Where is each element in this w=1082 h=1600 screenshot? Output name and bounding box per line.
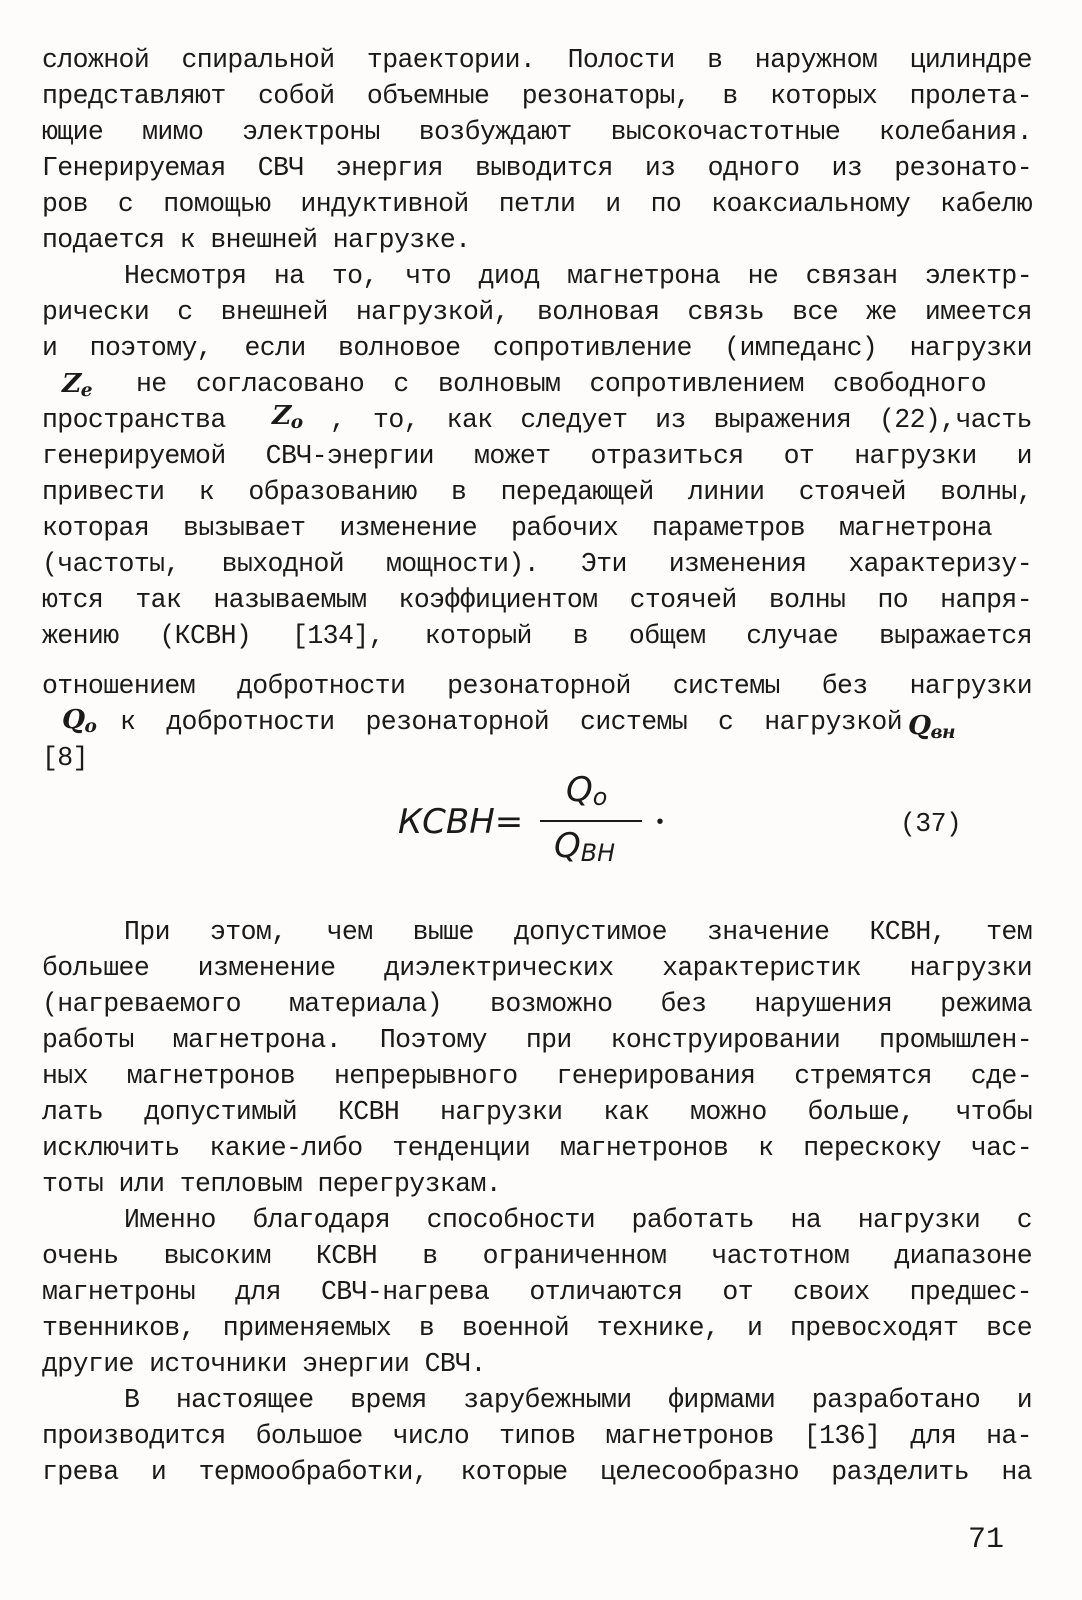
equation-number: (37) [900, 809, 962, 839]
text-line: и поэтому, если волновое сопротивление (импеданс) нагрузки [42, 333, 1032, 363]
text-line: подается к внешней нагрузке. [42, 225, 471, 255]
text-line: Несмотря на то, что диод магнетрона не связан электр- [124, 261, 1032, 291]
text-line: твенников, применяемых в военной технике, и превосходят все [42, 1313, 1032, 1343]
text-line: тоты или тепловым перегрузкам. [42, 1169, 502, 1199]
text-line: представляют собой объемные резонаторы, в которых пролета- [42, 81, 1032, 111]
text-line: , то, как следует из выражения (22),часть [330, 405, 1032, 435]
text-line: грева и термообработки, которые целесообразно разделить на [42, 1457, 1032, 1487]
text-line: ров с помощью индуктивной петли и по коаксиальному кабелю [42, 189, 1032, 219]
text-line: отношением добротности резонаторной системы без нагрузки [42, 671, 1032, 701]
text-line: Генерируемая СВЧ энергия выводится из одного из резонато- [42, 153, 1032, 183]
text-line: При этом, чем выше допустимое значение КСВН, тем [124, 917, 1032, 947]
text-line: рически с внешней нагрузкой, волновая связь все же имеется [42, 297, 1032, 327]
citation: [8] [42, 743, 88, 773]
text-line: лать допустимый КСВН нагрузки как можно больше, чтобы [42, 1097, 1032, 1127]
fraction-bar [540, 820, 642, 822]
formula-lhs: КСВН= [398, 802, 524, 842]
text-line: исключить какие-либо тенденции магнетронов к перескоку час- [42, 1133, 1032, 1163]
text-line: (нагреваемого материала) возможно без нарушения режима [42, 989, 1032, 1019]
text-line: (частоты, выходной мощности). Эти изменения характеризу- [42, 549, 1032, 579]
text-line: генерируемой СВЧ-энергии может отразиться от нагрузки и [42, 441, 1032, 471]
text-line: ются так называемым коэффициентом стоячей волны по напря- [42, 585, 1032, 615]
text-line: производится большое число типов магнетронов [136] для на- [42, 1421, 1032, 1451]
text-line: большее изменение диэлектрических характеристик нагрузки [42, 953, 1032, 983]
text-line: сложной спиральной траектории. Полости в наружном цилиндре [42, 45, 1032, 75]
text-line: жению (КСВН) [134], который в общем случае выражается [42, 621, 1032, 651]
text-line: пространства [42, 405, 226, 435]
symbol-z-o: $Z_o$ [272, 400, 303, 433]
formula-dot: • [654, 812, 666, 835]
text-line: Именно благодаря способности работать на нагрузки с [124, 1205, 1032, 1235]
symbol-q-o: $Q_o$ [62, 704, 97, 737]
text-line: другие источники энергии СВЧ. [42, 1349, 486, 1379]
text-line: привести к образованию в передающей линии стоячей волны, [42, 477, 1032, 507]
text-line: ющие мимо электроны возбуждают высокочастотные колебания. [42, 117, 1032, 147]
text-line: к добротности резонаторной системы с нагрузкой [120, 707, 902, 737]
text-line: которая вызывает изменение рабочих параметров магнетрона [42, 513, 992, 543]
text-line: В настоящее время зарубежными фирмами разработано и [124, 1385, 1032, 1415]
text-line: ных магнетронов непрерывного генерирования стремятся сде- [42, 1061, 1032, 1091]
symbol-q-vn: $Q_{вн}$ [908, 710, 955, 743]
symbol-z-e: $Z_e$ [62, 368, 92, 401]
formula-numerator: Qo [566, 770, 608, 811]
text-line: очень высоким КСВН в ограниченном частотном диапазоне [42, 1241, 1032, 1271]
text-line: магнетроны для СВЧ-нагрева отличаются от своих предшес- [42, 1277, 1032, 1307]
page-number: 71 [968, 1523, 1005, 1557]
formula-denominator: QВН [554, 826, 615, 867]
text-line: работы магнетрона. Поэтому при конструировании промышлен- [42, 1025, 1032, 1055]
text-line: не согласовано с волновым сопротивлением свободного [136, 369, 986, 399]
